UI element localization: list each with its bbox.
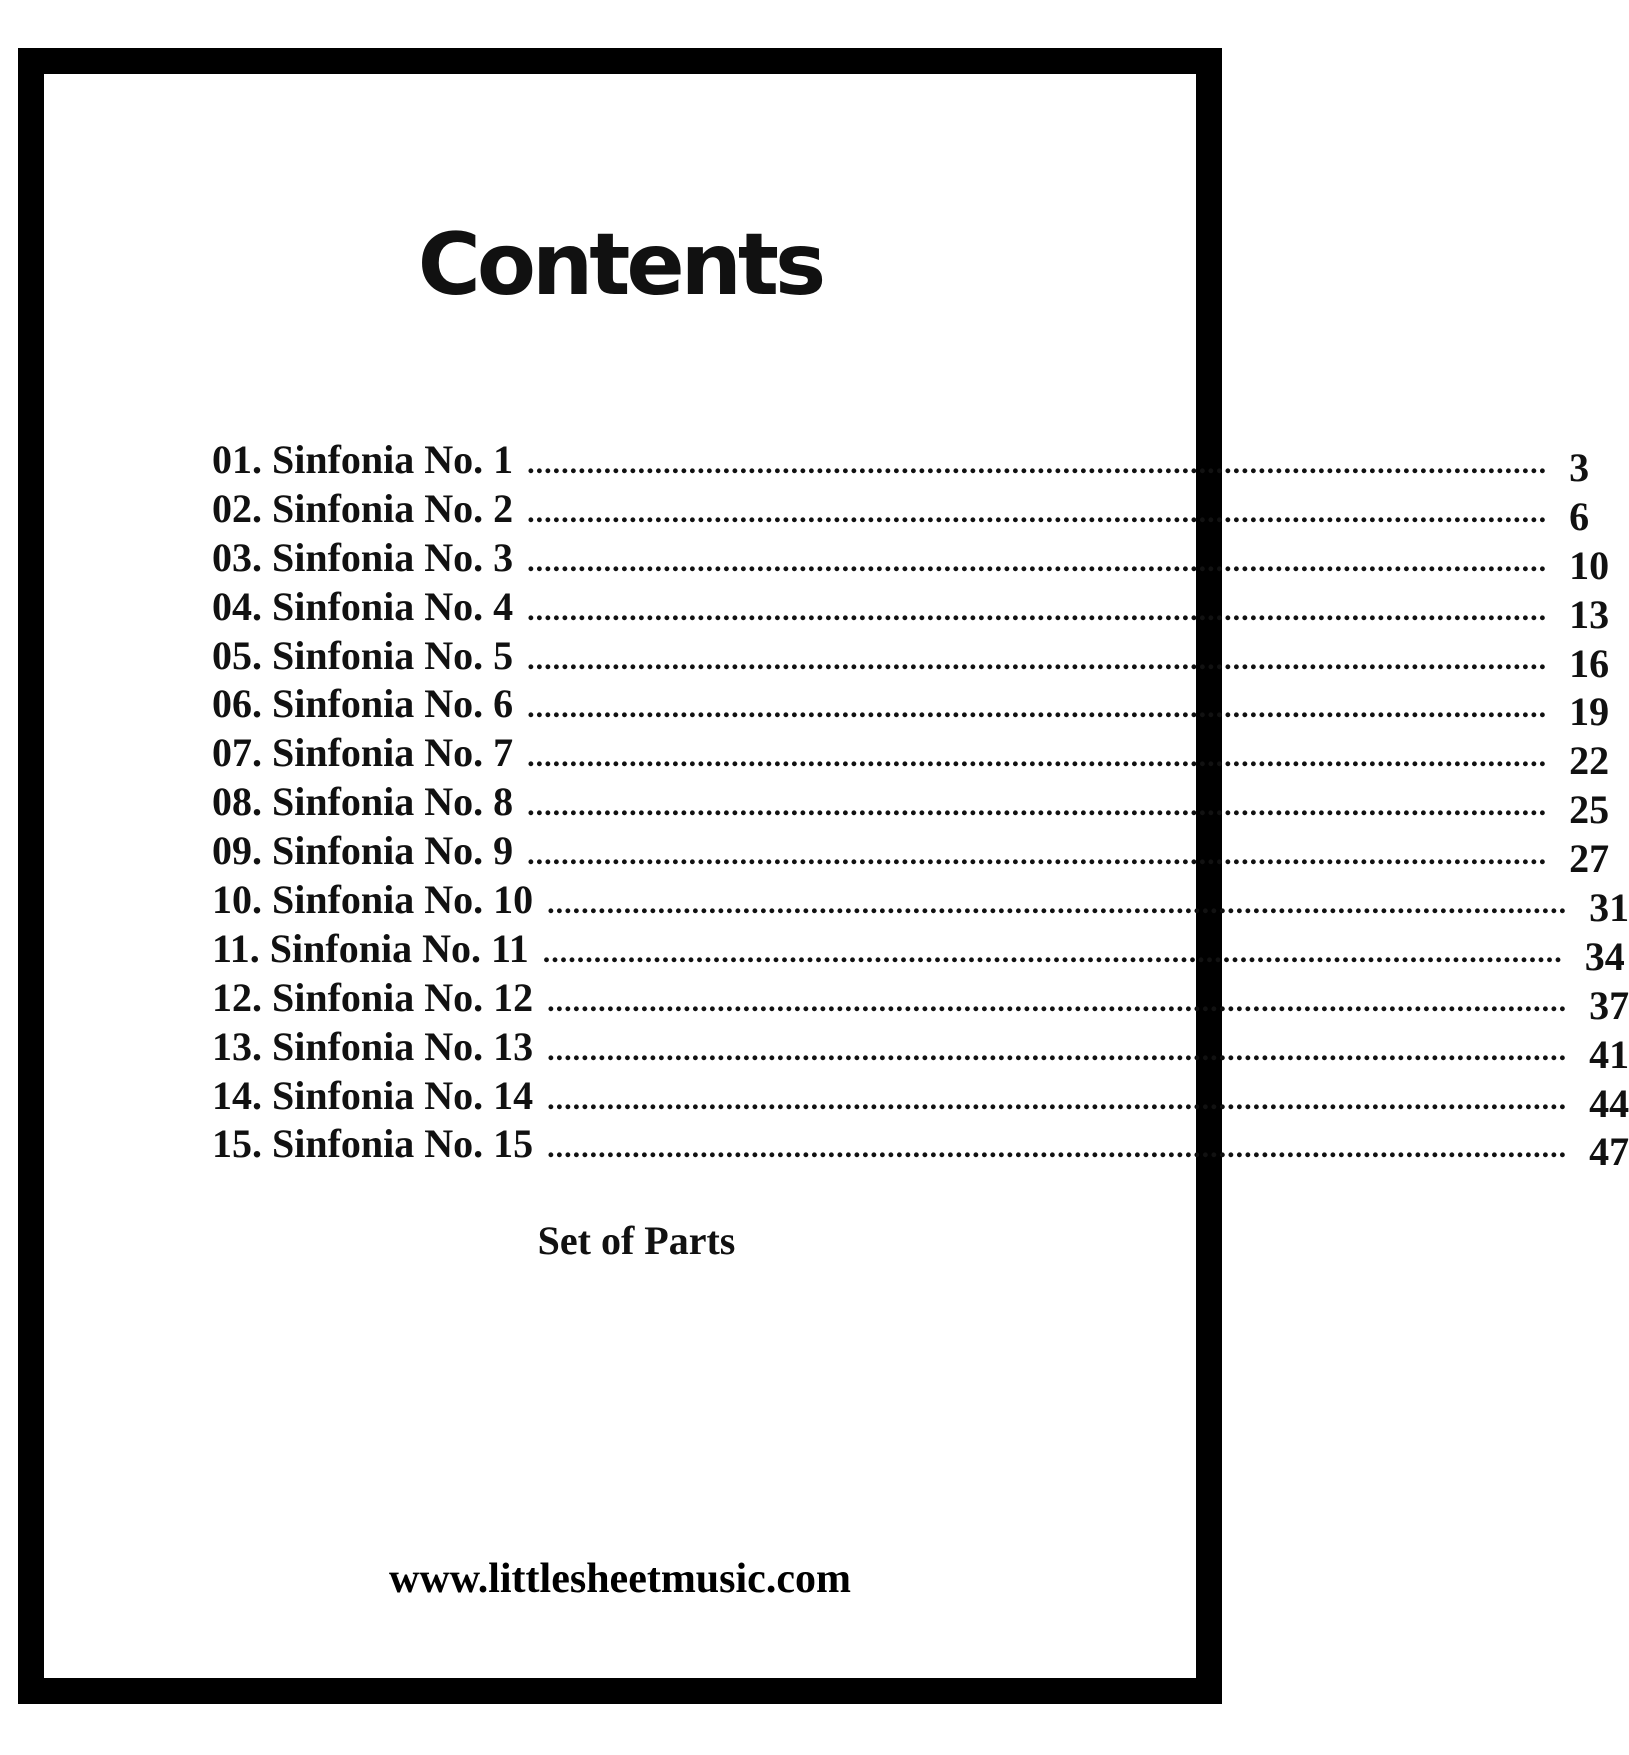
toc-entry	[212, 778, 1610, 833]
toc-entry-page-number: 47	[1589, 1129, 1629, 1175]
toc-entry-page-number: 37	[1589, 982, 1629, 1028]
toc-entry	[212, 680, 1610, 735]
toc-entry-page-number: 6	[1569, 493, 1590, 539]
dot-leader: ........................................................................................................................	[527, 593, 1548, 627]
toc-entry-title: 12. Sinfonia No. 12	[212, 974, 534, 1020]
dot-leader: ........................................................................................................................	[527, 495, 1548, 529]
toc-entry-title: 05. Sinfonia No. 5	[212, 632, 514, 678]
toc-entry-title: 04. Sinfonia No. 4	[212, 583, 514, 629]
toc-entry-title: 14. Sinfonia No. 14	[212, 1072, 534, 1118]
toc-entry	[212, 534, 1610, 588]
toc-entry-title: 08. Sinfonia No. 8	[212, 779, 514, 825]
toc-entry-page-number: 13	[1569, 591, 1610, 637]
toc-entry	[212, 632, 1610, 686]
table-of-contents	[212, 436, 1629, 1175]
dot-leader: ........................................................................................................................	[547, 1131, 1568, 1165]
toc-entry-title: 02. Sinfonia No. 2	[212, 485, 514, 531]
toc-entry-title: 03. Sinfonia No. 3	[212, 534, 514, 580]
toc-entry-page-number: 10	[1569, 542, 1610, 588]
toc-entry-page-number: 44	[1589, 1080, 1629, 1126]
dot-leader: ........................................................................................................................	[547, 984, 1568, 1018]
set-of-parts-heading: Set of Parts	[537, 1218, 736, 1263]
toc-entry	[212, 925, 1625, 979]
toc-entry-page-number: 34	[1584, 933, 1625, 979]
toc-entry-page-number: 16	[1569, 640, 1610, 686]
dot-leader: ........................................................................................................................	[527, 740, 1548, 774]
dot-leader: ........................................................................................................................	[527, 544, 1548, 578]
toc-entry-title: 11. Sinfonia No. 11	[212, 925, 529, 971]
toc-entry-page-number: 22	[1569, 738, 1610, 784]
toc-entry-title: 15. Sinfonia No. 15	[212, 1121, 534, 1167]
dot-leader: ........................................................................................................................	[547, 887, 1568, 921]
toc-entry-title: 06. Sinfonia No. 6	[212, 681, 514, 727]
dot-leader: ........................................................................................................................	[527, 447, 1548, 480]
toc-entry	[212, 436, 1590, 490]
toc-entry	[212, 876, 1629, 931]
toc-entry-page-number: 19	[1569, 689, 1610, 735]
toc-entry	[212, 1072, 1629, 1126]
dot-leader: ........................................................................................................................	[542, 935, 1563, 969]
toc-entry-page-number: 41	[1589, 1031, 1629, 1077]
toc-entry-title: 13. Sinfonia No. 13	[212, 1023, 534, 1069]
toc-entry-title: 10. Sinfonia No. 10	[212, 877, 534, 923]
toc-entry	[212, 485, 1590, 539]
dot-leader: ........................................................................................................................	[547, 1082, 1568, 1116]
toc-entry-title: 01. Sinfonia No. 1	[212, 437, 514, 482]
toc-entry	[212, 974, 1629, 1028]
page-title: Contents	[417, 214, 823, 315]
toc-entry	[212, 827, 1610, 882]
website-url: www.littlesheetmusic.com	[389, 1556, 851, 1602]
dot-leader: ........................................................................................................................	[527, 642, 1548, 676]
dot-leader: ........................................................................................................................	[527, 691, 1548, 725]
dot-leader: ........................................................................................................................	[547, 1033, 1568, 1067]
toc-entry	[212, 729, 1610, 784]
toc-entry	[212, 1120, 1629, 1175]
toc-entry-page-number: 27	[1569, 836, 1610, 882]
toc-entry-page-number: 25	[1569, 787, 1610, 833]
toc-entry-page-number: 3	[1569, 445, 1590, 490]
dot-leader: ........................................................................................................................	[527, 838, 1548, 872]
toc-entry-page-number: 31	[1589, 885, 1629, 931]
toc-entry-title: 09. Sinfonia No. 9	[212, 828, 514, 874]
toc-entry-title: 07. Sinfonia No. 7	[212, 730, 514, 776]
toc-entry	[212, 1023, 1629, 1077]
dot-leader: ........................................................................................................................	[527, 789, 1548, 823]
toc-entry	[212, 583, 1610, 637]
